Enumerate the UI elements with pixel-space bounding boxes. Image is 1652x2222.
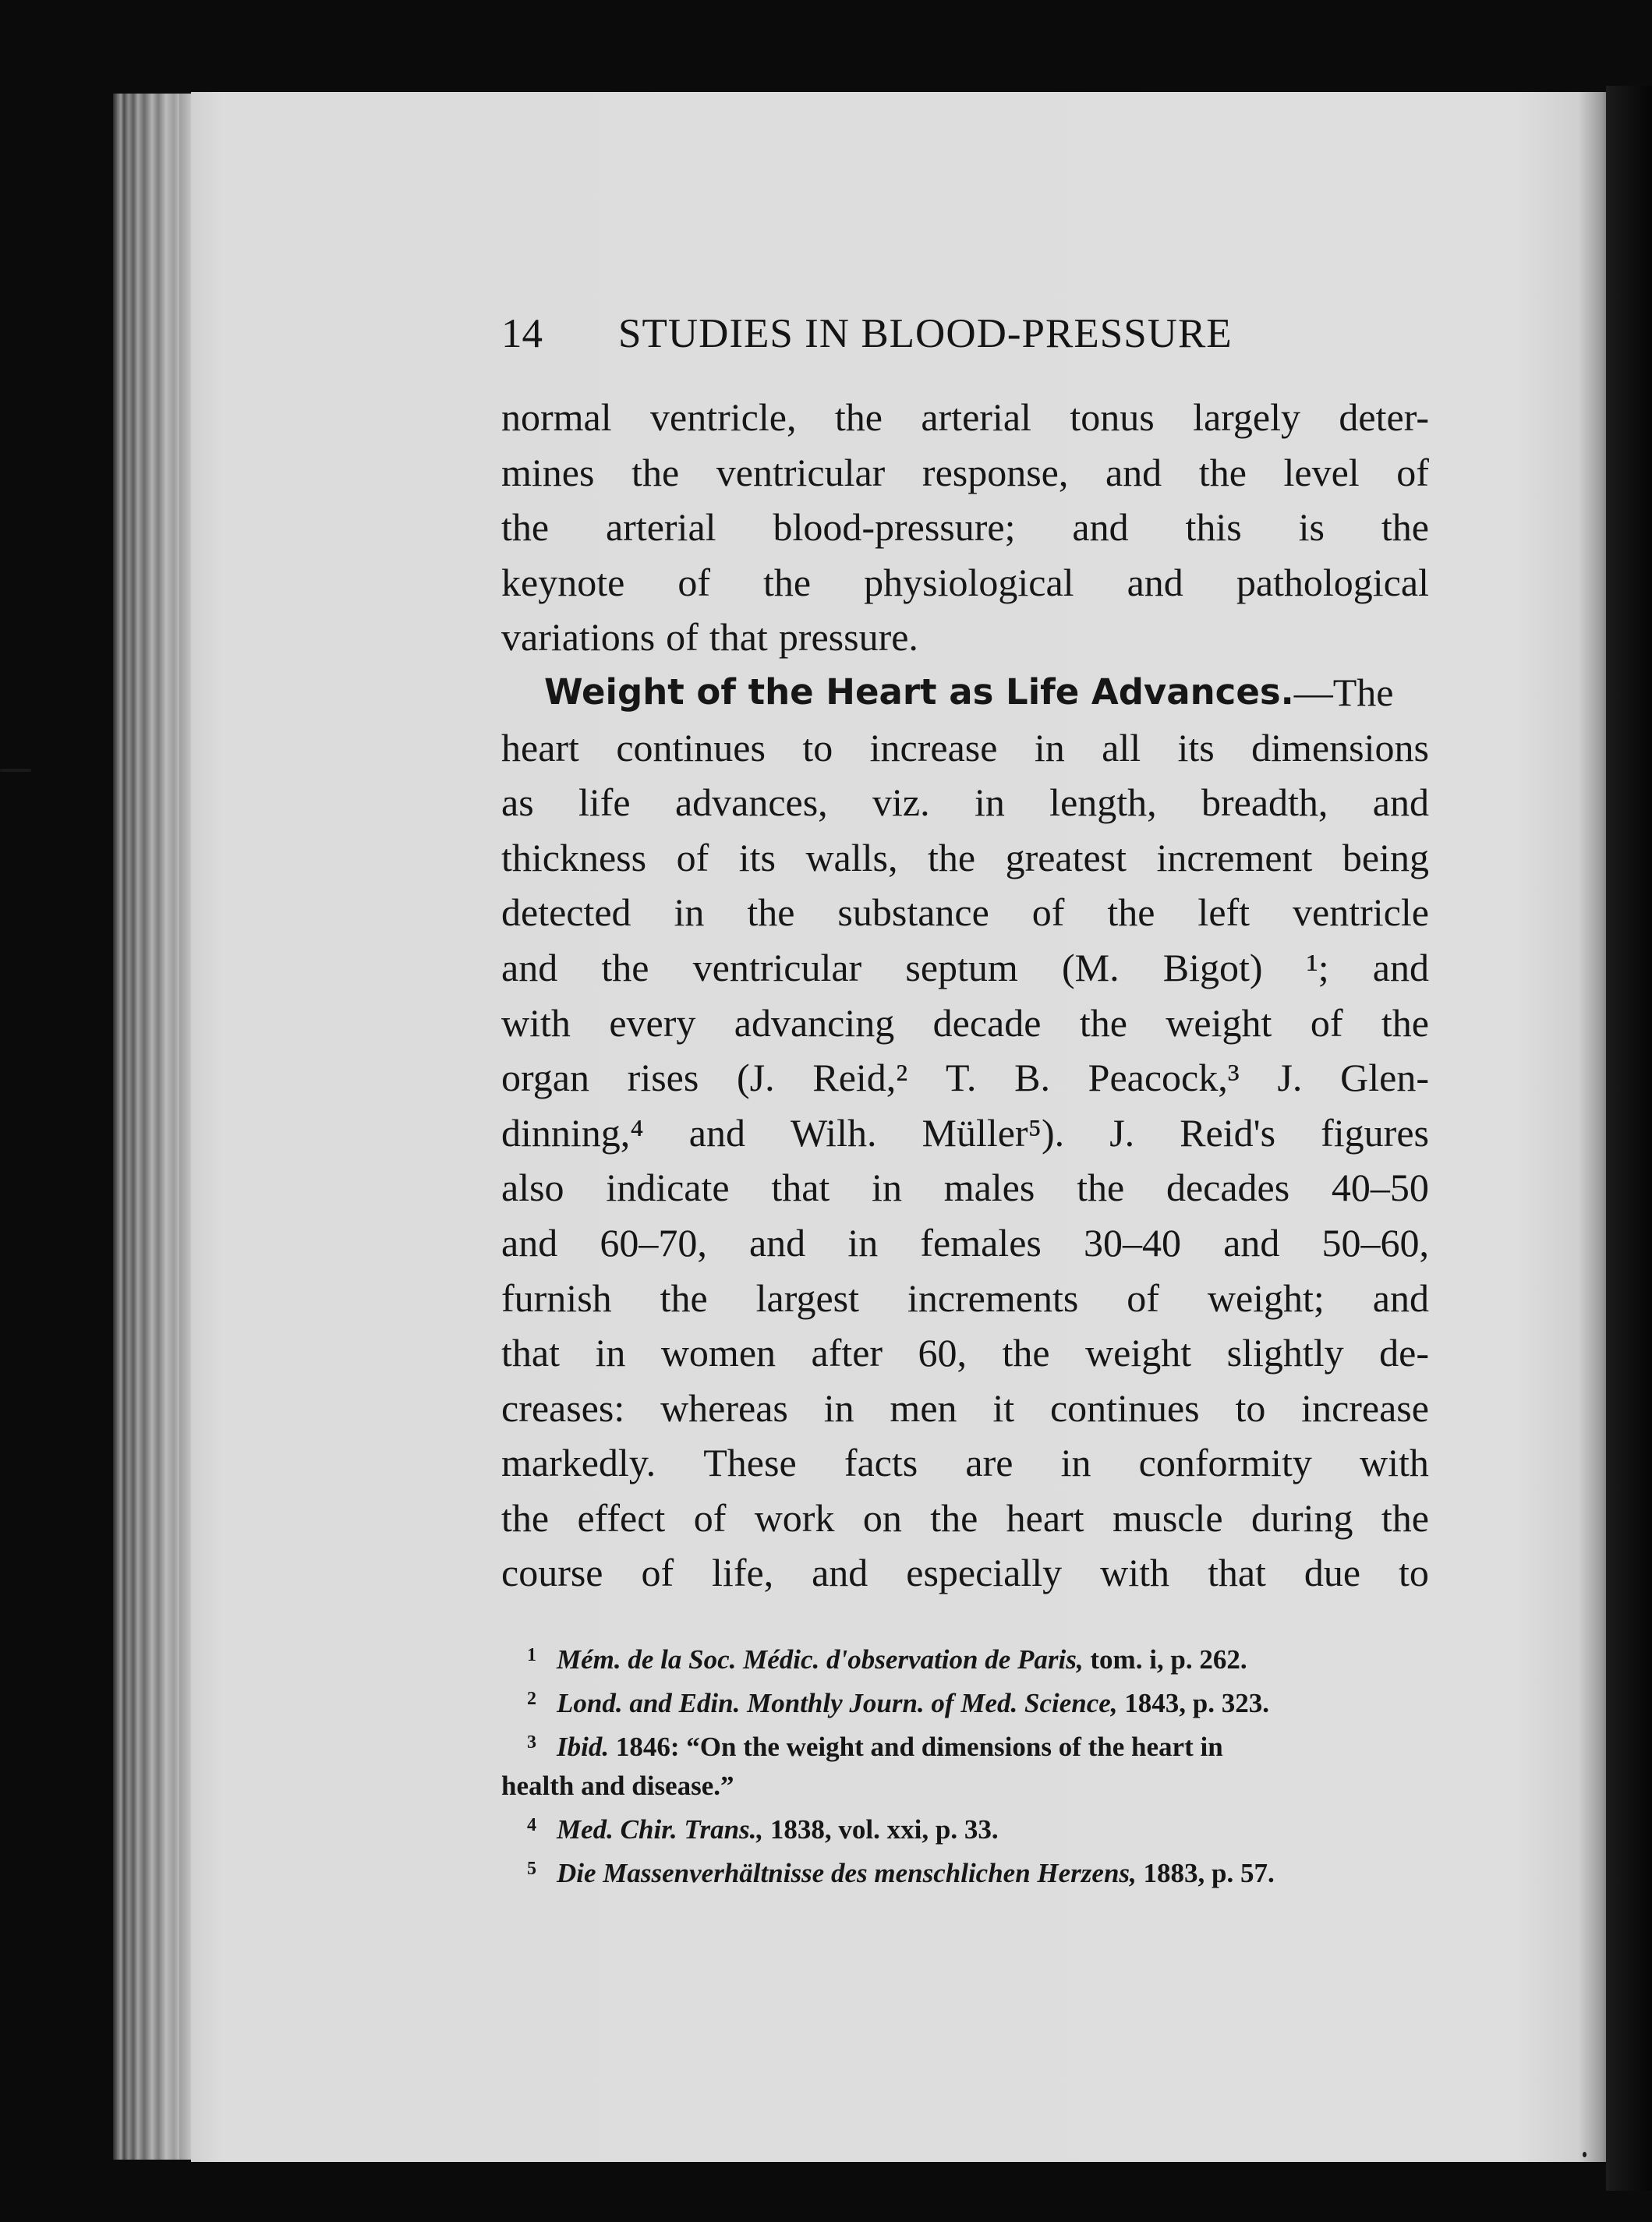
- word: and: [1372, 945, 1429, 989]
- word: and: [501, 1220, 558, 1265]
- word: and: [1372, 780, 1429, 825]
- footnote: [501, 1679, 1429, 1723]
- text-line: [501, 1545, 1429, 1601]
- word: breadth,: [1201, 780, 1328, 825]
- word: in: [847, 1220, 879, 1265]
- word: and: [1223, 1220, 1280, 1265]
- word: dinning,⁴: [501, 1110, 644, 1155]
- word: of: [1031, 890, 1065, 935]
- text-line: [501, 996, 1429, 1051]
- word: to: [1235, 1385, 1266, 1430]
- word: These: [703, 1441, 797, 1485]
- word: and: [748, 1220, 806, 1265]
- word: substance: [837, 890, 989, 935]
- footnote: [501, 1806, 1429, 1849]
- text-line: [501, 1491, 1429, 1546]
- word: the: [601, 945, 649, 989]
- footnote-mark: 3: [527, 1732, 536, 1753]
- footnote-citation-title: Lond. and Edin. Monthly Journ. of Med. Science,: [557, 1688, 1118, 1718]
- footnote-citation-title: Med. Chir. Trans.,: [557, 1814, 764, 1845]
- word: (M.: [1061, 945, 1120, 989]
- word: that: [771, 1166, 830, 1210]
- word: during: [1250, 1495, 1353, 1540]
- word: women: [660, 1331, 776, 1375]
- word: every: [609, 1000, 696, 1045]
- word: effect: [577, 1495, 666, 1540]
- word: being: [1342, 835, 1429, 879]
- word: 30–40: [1083, 1220, 1181, 1265]
- text-line: [501, 1106, 1429, 1161]
- word: and: [812, 1551, 868, 1595]
- text-line: [501, 500, 1429, 555]
- word: conformity: [1138, 1441, 1312, 1485]
- word: largest: [755, 1276, 859, 1320]
- word: after: [811, 1331, 883, 1375]
- word: also: [501, 1166, 564, 1210]
- section-heading: Weight of the Heart as Life Advances.: [544, 670, 1294, 713]
- word: work: [754, 1495, 835, 1540]
- word: tonus: [1070, 395, 1155, 439]
- book-page-edges: [113, 94, 187, 2160]
- word: increase: [869, 725, 998, 770]
- word: greatest: [1005, 835, 1127, 879]
- body-text: [501, 390, 1429, 1601]
- word: with: [1100, 1551, 1169, 1595]
- word: of: [693, 1495, 727, 1540]
- word: with: [1360, 1441, 1429, 1485]
- word: and: [501, 945, 558, 989]
- word: continues: [1049, 1385, 1200, 1430]
- word: the: [834, 395, 883, 439]
- word: J.: [1277, 1056, 1303, 1100]
- scan-background-right: [1606, 86, 1652, 2191]
- word: pressure.: [778, 615, 918, 660]
- word: physiological: [864, 560, 1074, 604]
- word: the: [1107, 890, 1155, 935]
- word: especially: [906, 1551, 1063, 1595]
- word: Reid's: [1180, 1110, 1276, 1155]
- word: response,: [922, 450, 1069, 494]
- word: whereas: [660, 1385, 788, 1430]
- word: pathological: [1236, 560, 1429, 604]
- word: 60,: [918, 1331, 967, 1375]
- word: the: [660, 1276, 708, 1320]
- word: walls,: [805, 835, 898, 879]
- text-line: [501, 775, 1429, 830]
- word: ventricular: [716, 450, 886, 494]
- word: dimensions: [1251, 725, 1429, 770]
- paragraph-2: [501, 665, 1429, 1601]
- word: the: [763, 560, 812, 604]
- word: its: [738, 835, 776, 879]
- word: in: [823, 1385, 854, 1430]
- word: de-: [1379, 1331, 1429, 1375]
- word: viz.: [872, 780, 930, 825]
- footnote: [501, 1849, 1429, 1893]
- word: the: [1381, 1000, 1429, 1045]
- word: (J.: [737, 1056, 775, 1100]
- footnote-citation-detail: 1838, vol. xxi, p. 33.: [763, 1814, 999, 1845]
- word: furnish: [501, 1276, 612, 1320]
- word: 60–70,: [600, 1220, 707, 1265]
- word: the: [1002, 1331, 1050, 1375]
- word: facts: [844, 1441, 918, 1485]
- word: weight;: [1207, 1276, 1325, 1320]
- word: B.: [1014, 1056, 1050, 1100]
- word: of: [1310, 1000, 1343, 1045]
- page-number: 14: [501, 311, 543, 356]
- word: markedly.: [501, 1441, 656, 1485]
- word: the: [1381, 505, 1429, 550]
- word: slightly: [1226, 1331, 1344, 1375]
- word: detected: [501, 890, 631, 935]
- section-heading-tail: —The: [1293, 670, 1394, 714]
- word: advancing: [734, 1000, 895, 1045]
- word: Glen-: [1340, 1056, 1429, 1100]
- footnote-mark: 2: [527, 1689, 536, 1709]
- footnote-continuation: health and disease.”: [501, 1771, 734, 1801]
- word: Wilh.: [790, 1110, 877, 1155]
- word: creases:: [501, 1385, 625, 1430]
- word: in: [674, 890, 705, 935]
- word: J.: [1109, 1110, 1135, 1155]
- word: the: [1079, 1000, 1127, 1045]
- footnote-citation-detail: 1843, p. 323.: [1117, 1688, 1270, 1718]
- word: figures: [1321, 1110, 1429, 1155]
- word: decades: [1166, 1166, 1290, 1210]
- text-line: [501, 1160, 1429, 1215]
- footnote: [501, 1723, 1429, 1767]
- word: keynote: [501, 560, 625, 604]
- word: weight: [1166, 1000, 1272, 1045]
- word: the: [747, 890, 795, 935]
- paragraph-1: [501, 390, 1429, 665]
- footnote-mark: 4: [527, 1815, 536, 1835]
- text-line: [501, 940, 1429, 996]
- text-line: [501, 555, 1429, 610]
- word: as: [501, 780, 534, 825]
- footnote-citation-detail: 1846: “On the weight and dimensions of the heart in: [609, 1732, 1223, 1762]
- word: continues: [616, 725, 766, 770]
- word: increments: [907, 1276, 1079, 1320]
- word: advances,: [674, 780, 828, 825]
- word: of: [666, 615, 699, 660]
- word: indicate: [606, 1166, 730, 1210]
- word: and: [1105, 450, 1162, 494]
- word: 50–60,: [1321, 1220, 1429, 1265]
- word: the: [930, 1495, 978, 1540]
- text-line: [501, 1325, 1429, 1381]
- word: that: [501, 1331, 560, 1375]
- word: in: [1034, 725, 1065, 770]
- word: the: [1077, 1166, 1125, 1210]
- word: T.: [946, 1056, 977, 1100]
- word: increase: [1301, 1385, 1429, 1430]
- word: this: [1185, 505, 1242, 550]
- word: blood-pressure;: [773, 505, 1016, 550]
- footnote: [501, 1636, 1429, 1679]
- word: rises: [627, 1056, 699, 1100]
- running-header: [501, 310, 1306, 357]
- word: it: [992, 1385, 1015, 1430]
- text-line: [501, 1215, 1429, 1271]
- word: are: [965, 1441, 1013, 1485]
- word: and: [1372, 1276, 1429, 1320]
- word: that: [709, 615, 768, 660]
- word: due: [1304, 1551, 1361, 1595]
- scan-speck: [0, 769, 31, 772]
- word: Bigot): [1162, 945, 1263, 989]
- word: of: [1396, 450, 1429, 494]
- footnote-mark: 5: [527, 1859, 536, 1879]
- word: heart: [501, 725, 579, 770]
- text-line: [501, 1271, 1429, 1326]
- word: in: [595, 1331, 626, 1375]
- word: left: [1197, 890, 1250, 935]
- footnote-citation-detail: tom. i, p. 262.: [1083, 1644, 1247, 1675]
- word: the: [501, 1495, 550, 1540]
- word: muscle: [1112, 1495, 1223, 1540]
- word: septum: [905, 945, 1018, 989]
- text-line: [501, 1050, 1429, 1106]
- word: organ: [501, 1056, 589, 1100]
- footnote-mark: 1: [527, 1645, 536, 1665]
- text-line: [501, 1381, 1429, 1436]
- word: that: [1207, 1551, 1266, 1595]
- footnote-citation-detail: 1883, p. 57.: [1136, 1858, 1275, 1888]
- word: and: [1072, 505, 1129, 550]
- footnote-citation-title: Ibid.: [557, 1732, 610, 1762]
- word: heart: [1006, 1495, 1084, 1540]
- word: males: [943, 1166, 1035, 1210]
- word: life,: [712, 1551, 774, 1595]
- word: Peacock,³: [1088, 1056, 1240, 1100]
- word: its: [1177, 725, 1215, 770]
- text-line: [501, 390, 1429, 445]
- word: the: [1198, 450, 1247, 494]
- text-line: [501, 720, 1429, 776]
- word: of: [1127, 1276, 1159, 1320]
- word: on: [862, 1495, 902, 1540]
- text-line: [501, 885, 1429, 940]
- word: of: [641, 1551, 674, 1595]
- word: ¹;: [1306, 945, 1329, 989]
- paragraph-2-heading-line: [501, 665, 1429, 720]
- word: all: [1102, 725, 1141, 770]
- word: life: [578, 780, 631, 825]
- word: with: [501, 1000, 571, 1045]
- word: is: [1298, 505, 1325, 550]
- word: ventricle: [1293, 890, 1429, 935]
- word: 40–50: [1331, 1166, 1429, 1210]
- word: course: [501, 1551, 603, 1595]
- word: to: [802, 725, 833, 770]
- text-line: [501, 610, 1429, 665]
- word: females: [920, 1220, 1042, 1265]
- text-line: [501, 1435, 1429, 1491]
- word: to: [1399, 1551, 1429, 1595]
- word: mines: [501, 450, 595, 494]
- word: in: [974, 780, 1005, 825]
- word: arterial: [921, 395, 1031, 439]
- footnotes: [501, 1636, 1429, 1893]
- word: and: [688, 1110, 745, 1155]
- word: the: [631, 450, 680, 494]
- word: of: [677, 560, 710, 604]
- text-line: [501, 830, 1429, 886]
- text-line: [501, 445, 1429, 501]
- word: and: [1127, 560, 1183, 604]
- word: length,: [1049, 780, 1157, 825]
- word: deter-: [1339, 395, 1429, 439]
- word: arterial: [605, 505, 716, 550]
- word: in: [1060, 1441, 1091, 1485]
- word: Reid,²: [812, 1056, 908, 1100]
- word: variations: [501, 615, 656, 660]
- footnote-citation-title: Die Massenverhältnisse des menschlichen Herzens,: [557, 1858, 1137, 1888]
- word: Müller⁵).: [922, 1110, 1065, 1155]
- word: ventricular: [692, 945, 862, 989]
- word: level: [1283, 450, 1360, 494]
- word: of: [676, 835, 709, 879]
- footnote-citation-title: Mém. de la Soc. Médic. d'observation de Paris,: [557, 1644, 1084, 1675]
- word: in: [872, 1166, 902, 1210]
- word: thickness: [501, 835, 647, 879]
- scan-speck: [1583, 2152, 1587, 2157]
- word: increment: [1156, 835, 1313, 879]
- word: the: [927, 835, 976, 879]
- word: normal: [501, 395, 612, 439]
- word: weight: [1085, 1331, 1192, 1375]
- word: decade: [932, 1000, 1042, 1045]
- word: the: [501, 505, 550, 550]
- word: largely: [1193, 395, 1301, 439]
- running-title: STUDIES IN BLOOD-PRESSURE: [618, 311, 1233, 356]
- word: the: [1381, 1495, 1429, 1540]
- word: ventricle,: [650, 395, 797, 439]
- word: men: [890, 1385, 957, 1430]
